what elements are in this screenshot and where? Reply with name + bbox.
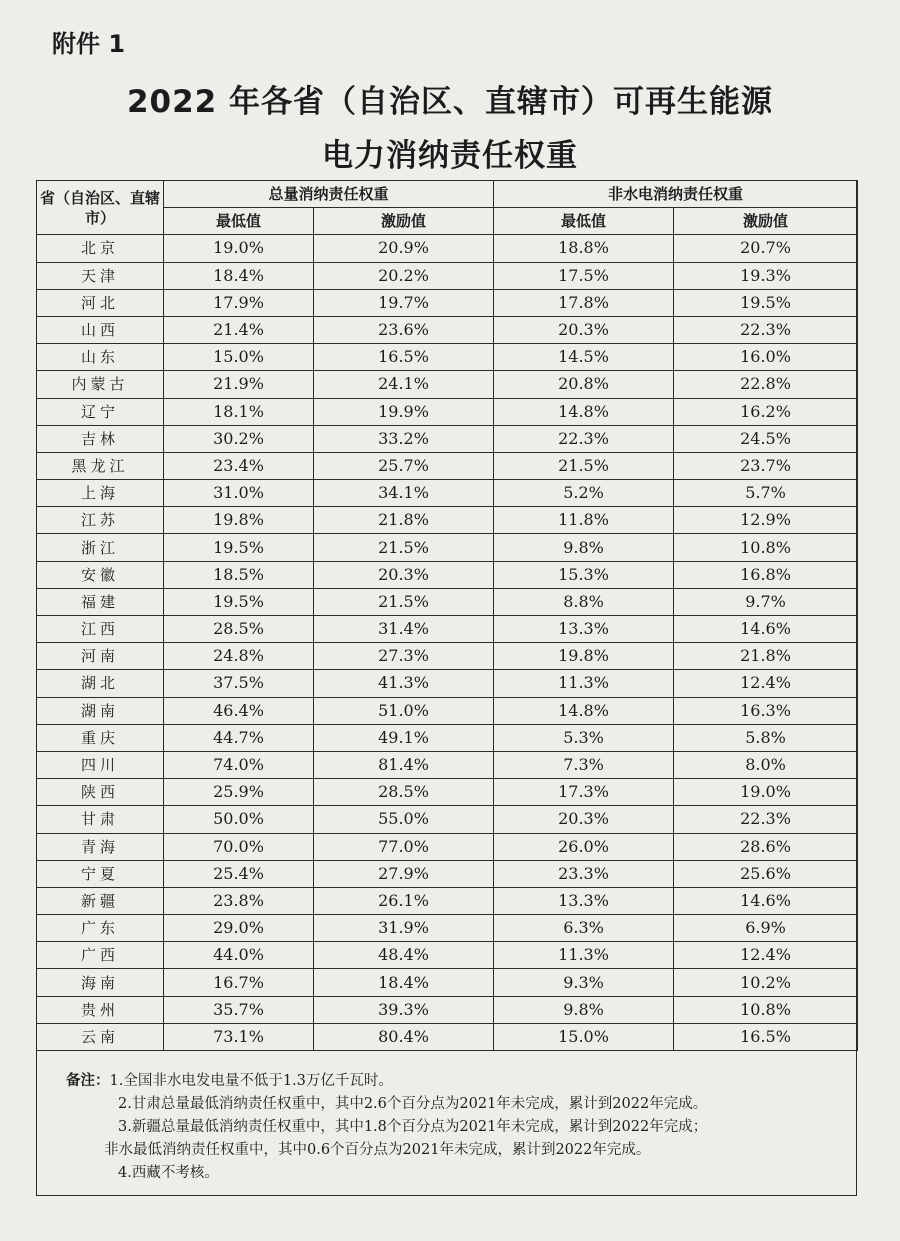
table-row (37, 588, 858, 615)
table-row (37, 751, 858, 778)
province-cell: 湖南 (37, 697, 164, 724)
header-nonhydro-incentive: 激励值 (674, 208, 858, 235)
province-cell: 陕西 (37, 779, 164, 806)
notes-section (66, 1070, 846, 1185)
nonhydro-incentive-cell: 22.3% (674, 806, 858, 833)
total-incentive-cell: 18.4% (314, 969, 494, 996)
total-min-cell: 74.0% (164, 751, 314, 778)
nonhydro-incentive-cell: 28.6% (674, 833, 858, 860)
total-incentive-cell: 33.2% (314, 425, 494, 452)
nonhydro-min-cell: 21.5% (494, 452, 674, 479)
total-min-cell: 17.9% (164, 289, 314, 316)
province-cell: 江苏 (37, 507, 164, 534)
total-incentive-cell: 27.9% (314, 860, 494, 887)
nonhydro-incentive-cell: 8.0% (674, 751, 858, 778)
total-incentive-cell: 81.4% (314, 751, 494, 778)
nonhydro-incentive-cell: 19.0% (674, 779, 858, 806)
nonhydro-min-cell: 11.3% (494, 670, 674, 697)
province-cell: 河北 (37, 289, 164, 316)
quota-table (36, 180, 858, 1051)
nonhydro-incentive-cell: 10.8% (674, 996, 858, 1023)
nonhydro-min-cell: 14.8% (494, 398, 674, 425)
nonhydro-incentive-cell: 16.0% (674, 344, 858, 371)
province-cell: 广东 (37, 915, 164, 942)
nonhydro-min-cell: 9.3% (494, 969, 674, 996)
total-incentive-cell: 25.7% (314, 452, 494, 479)
table-row (37, 887, 858, 914)
nonhydro-min-cell: 20.8% (494, 371, 674, 398)
province-cell: 宁夏 (37, 860, 164, 887)
nonhydro-min-cell: 9.8% (494, 996, 674, 1023)
total-min-cell: 23.4% (164, 452, 314, 479)
table-row (37, 724, 858, 751)
total-min-cell: 28.5% (164, 616, 314, 643)
province-cell: 天津 (37, 262, 164, 289)
province-cell: 湖北 (37, 670, 164, 697)
province-cell: 云南 (37, 1023, 164, 1050)
table-row (37, 616, 858, 643)
nonhydro-min-cell: 15.0% (494, 1023, 674, 1050)
province-cell: 山西 (37, 316, 164, 343)
total-min-cell: 19.0% (164, 235, 314, 262)
header-province: 省（自治区、直辖市） (37, 181, 164, 235)
nonhydro-min-cell: 26.0% (494, 833, 674, 860)
total-incentive-cell: 27.3% (314, 643, 494, 670)
table-row (37, 1023, 858, 1050)
table-row (37, 507, 858, 534)
nonhydro-min-cell: 18.8% (494, 235, 674, 262)
note-3: 3.新疆总量最低消纳责任权重中，其中1.8个百分点为2021年未完成，累计到2022年完成； (118, 1119, 708, 1135)
total-min-cell: 30.2% (164, 425, 314, 452)
nonhydro-min-cell: 15.3% (494, 561, 674, 588)
total-incentive-cell: 80.4% (314, 1023, 494, 1050)
nonhydro-incentive-cell: 14.6% (674, 887, 858, 914)
table-row (37, 996, 858, 1023)
total-min-cell: 23.8% (164, 887, 314, 914)
nonhydro-incentive-cell: 24.5% (674, 425, 858, 452)
total-min-cell: 18.5% (164, 561, 314, 588)
nonhydro-min-cell: 13.3% (494, 616, 674, 643)
nonhydro-min-cell: 17.3% (494, 779, 674, 806)
nonhydro-min-cell: 13.3% (494, 887, 674, 914)
table-row (37, 833, 858, 860)
province-cell: 黑龙江 (37, 452, 164, 479)
total-incentive-cell: 49.1% (314, 724, 494, 751)
province-cell: 四川 (37, 751, 164, 778)
total-incentive-cell: 16.5% (314, 344, 494, 371)
table-row (37, 425, 858, 452)
table-row (37, 942, 858, 969)
total-min-cell: 31.0% (164, 480, 314, 507)
nonhydro-min-cell: 14.5% (494, 344, 674, 371)
note-1: 1.全国非水电发电量不低于1.3万亿千瓦时。 (109, 1073, 393, 1089)
table-row (37, 643, 858, 670)
total-incentive-cell: 26.1% (314, 887, 494, 914)
total-incentive-cell: 20.9% (314, 235, 494, 262)
table-row (37, 371, 858, 398)
province-cell: 甘肃 (37, 806, 164, 833)
table-row (37, 480, 858, 507)
nonhydro-min-cell: 19.8% (494, 643, 674, 670)
nonhydro-min-cell: 23.3% (494, 860, 674, 887)
total-incentive-cell: 39.3% (314, 996, 494, 1023)
header-nonhydro-quota: 非水电消纳责任权重 (494, 181, 858, 208)
nonhydro-min-cell: 17.8% (494, 289, 674, 316)
nonhydro-min-cell: 5.2% (494, 480, 674, 507)
province-cell: 新疆 (37, 887, 164, 914)
note-2: 2.甘肃总量最低消纳责任权重中，其中2.6个百分点为2021年未完成，累计到2022年完成。 (118, 1096, 708, 1112)
total-min-cell: 19.5% (164, 534, 314, 561)
total-min-cell: 21.9% (164, 371, 314, 398)
nonhydro-incentive-cell: 6.9% (674, 915, 858, 942)
header-nonhydro-min: 最低值 (494, 208, 674, 235)
nonhydro-incentive-cell: 20.7% (674, 235, 858, 262)
province-cell: 广西 (37, 942, 164, 969)
nonhydro-incentive-cell: 22.8% (674, 371, 858, 398)
nonhydro-incentive-cell: 10.2% (674, 969, 858, 996)
nonhydro-min-cell: 6.3% (494, 915, 674, 942)
nonhydro-min-cell: 11.3% (494, 942, 674, 969)
total-min-cell: 18.1% (164, 398, 314, 425)
notes-label: 备注： (66, 1073, 110, 1089)
province-cell: 山东 (37, 344, 164, 371)
nonhydro-incentive-cell: 19.5% (674, 289, 858, 316)
province-cell: 海南 (37, 969, 164, 996)
province-cell: 吉林 (37, 425, 164, 452)
nonhydro-incentive-cell: 9.7% (674, 588, 858, 615)
table-row (37, 806, 858, 833)
province-cell: 河南 (37, 643, 164, 670)
nonhydro-min-cell: 9.8% (494, 534, 674, 561)
total-min-cell: 29.0% (164, 915, 314, 942)
document-title-line1: 2022 年各省（自治区、直辖市）可再生能源 (126, 84, 774, 120)
total-min-cell: 44.0% (164, 942, 314, 969)
total-min-cell: 19.5% (164, 588, 314, 615)
table-row (37, 235, 858, 262)
table-row (37, 534, 858, 561)
province-cell: 安徽 (37, 561, 164, 588)
province-cell: 贵州 (37, 996, 164, 1023)
nonhydro-incentive-cell: 10.8% (674, 534, 858, 561)
nonhydro-min-cell: 22.3% (494, 425, 674, 452)
total-incentive-cell: 34.1% (314, 480, 494, 507)
header-total-quota: 总量消纳责任权重 (164, 181, 494, 208)
total-min-cell: 25.9% (164, 779, 314, 806)
total-incentive-cell: 48.4% (314, 942, 494, 969)
total-incentive-cell: 23.6% (314, 316, 494, 343)
total-incentive-cell: 55.0% (314, 806, 494, 833)
province-cell: 内蒙古 (37, 371, 164, 398)
total-incentive-cell: 20.2% (314, 262, 494, 289)
table-body (37, 235, 858, 1051)
nonhydro-min-cell: 14.8% (494, 697, 674, 724)
total-min-cell: 19.8% (164, 507, 314, 534)
total-incentive-cell: 21.5% (314, 534, 494, 561)
province-cell: 上海 (37, 480, 164, 507)
total-incentive-cell: 19.7% (314, 289, 494, 316)
nonhydro-incentive-cell: 16.5% (674, 1023, 858, 1050)
total-incentive-cell: 20.3% (314, 561, 494, 588)
total-min-cell: 37.5% (164, 670, 314, 697)
nonhydro-incentive-cell: 16.2% (674, 398, 858, 425)
total-min-cell: 70.0% (164, 833, 314, 860)
table-row (37, 860, 858, 887)
total-incentive-cell: 41.3% (314, 670, 494, 697)
note-3-continued: 非水最低消纳责任权重中，其中0.6个百分点为2021年未完成，累计到2022年完成。 (104, 1142, 651, 1158)
nonhydro-min-cell: 5.3% (494, 724, 674, 751)
nonhydro-min-cell: 11.8% (494, 507, 674, 534)
nonhydro-min-cell: 7.3% (494, 751, 674, 778)
nonhydro-incentive-cell: 25.6% (674, 860, 858, 887)
total-incentive-cell: 19.9% (314, 398, 494, 425)
table-row (37, 344, 858, 371)
total-min-cell: 24.8% (164, 643, 314, 670)
table-row (37, 915, 858, 942)
total-min-cell: 73.1% (164, 1023, 314, 1050)
nonhydro-incentive-cell: 14.6% (674, 616, 858, 643)
total-min-cell: 25.4% (164, 860, 314, 887)
total-incentive-cell: 31.4% (314, 616, 494, 643)
province-cell: 重庆 (37, 724, 164, 751)
nonhydro-incentive-cell: 12.4% (674, 670, 858, 697)
total-min-cell: 35.7% (164, 996, 314, 1023)
table-row (37, 697, 858, 724)
total-incentive-cell: 31.9% (314, 915, 494, 942)
total-min-cell: 50.0% (164, 806, 314, 833)
total-min-cell: 15.0% (164, 344, 314, 371)
table-row (37, 262, 858, 289)
table-row (37, 289, 858, 316)
nonhydro-incentive-cell: 5.8% (674, 724, 858, 751)
total-incentive-cell: 21.8% (314, 507, 494, 534)
province-cell: 浙江 (37, 534, 164, 561)
nonhydro-incentive-cell: 23.7% (674, 452, 858, 479)
nonhydro-incentive-cell: 12.9% (674, 507, 858, 534)
total-min-cell: 18.4% (164, 262, 314, 289)
table-row (37, 452, 858, 479)
total-incentive-cell: 28.5% (314, 779, 494, 806)
table-row (37, 969, 858, 996)
nonhydro-min-cell: 8.8% (494, 588, 674, 615)
header-total-min: 最低值 (164, 208, 314, 235)
nonhydro-incentive-cell: 12.4% (674, 942, 858, 969)
table-row (37, 316, 858, 343)
note-4: 4.西藏不考核。 (118, 1165, 219, 1181)
total-incentive-cell: 51.0% (314, 697, 494, 724)
total-incentive-cell: 77.0% (314, 833, 494, 860)
nonhydro-incentive-cell: 22.3% (674, 316, 858, 343)
province-cell: 福建 (37, 588, 164, 615)
total-incentive-cell: 24.1% (314, 371, 494, 398)
total-min-cell: 21.4% (164, 316, 314, 343)
total-min-cell: 44.7% (164, 724, 314, 751)
nonhydro-incentive-cell: 21.8% (674, 643, 858, 670)
table-row (37, 398, 858, 425)
nonhydro-incentive-cell: 19.3% (674, 262, 858, 289)
table-row (37, 779, 858, 806)
nonhydro-incentive-cell: 5.7% (674, 480, 858, 507)
nonhydro-min-cell: 20.3% (494, 806, 674, 833)
table-row (37, 561, 858, 588)
nonhydro-min-cell: 20.3% (494, 316, 674, 343)
table-row (37, 670, 858, 697)
nonhydro-incentive-cell: 16.8% (674, 561, 858, 588)
header-total-incentive: 激励值 (314, 208, 494, 235)
total-min-cell: 16.7% (164, 969, 314, 996)
province-cell: 江西 (37, 616, 164, 643)
province-cell: 北京 (37, 235, 164, 262)
document-title-line2: 电力消纳责任权重 (322, 138, 578, 174)
attachment-label: 附件 1 (52, 30, 126, 58)
total-incentive-cell: 21.5% (314, 588, 494, 615)
total-min-cell: 46.4% (164, 697, 314, 724)
province-cell: 辽宁 (37, 398, 164, 425)
nonhydro-incentive-cell: 16.3% (674, 697, 858, 724)
nonhydro-min-cell: 17.5% (494, 262, 674, 289)
province-cell: 青海 (37, 833, 164, 860)
